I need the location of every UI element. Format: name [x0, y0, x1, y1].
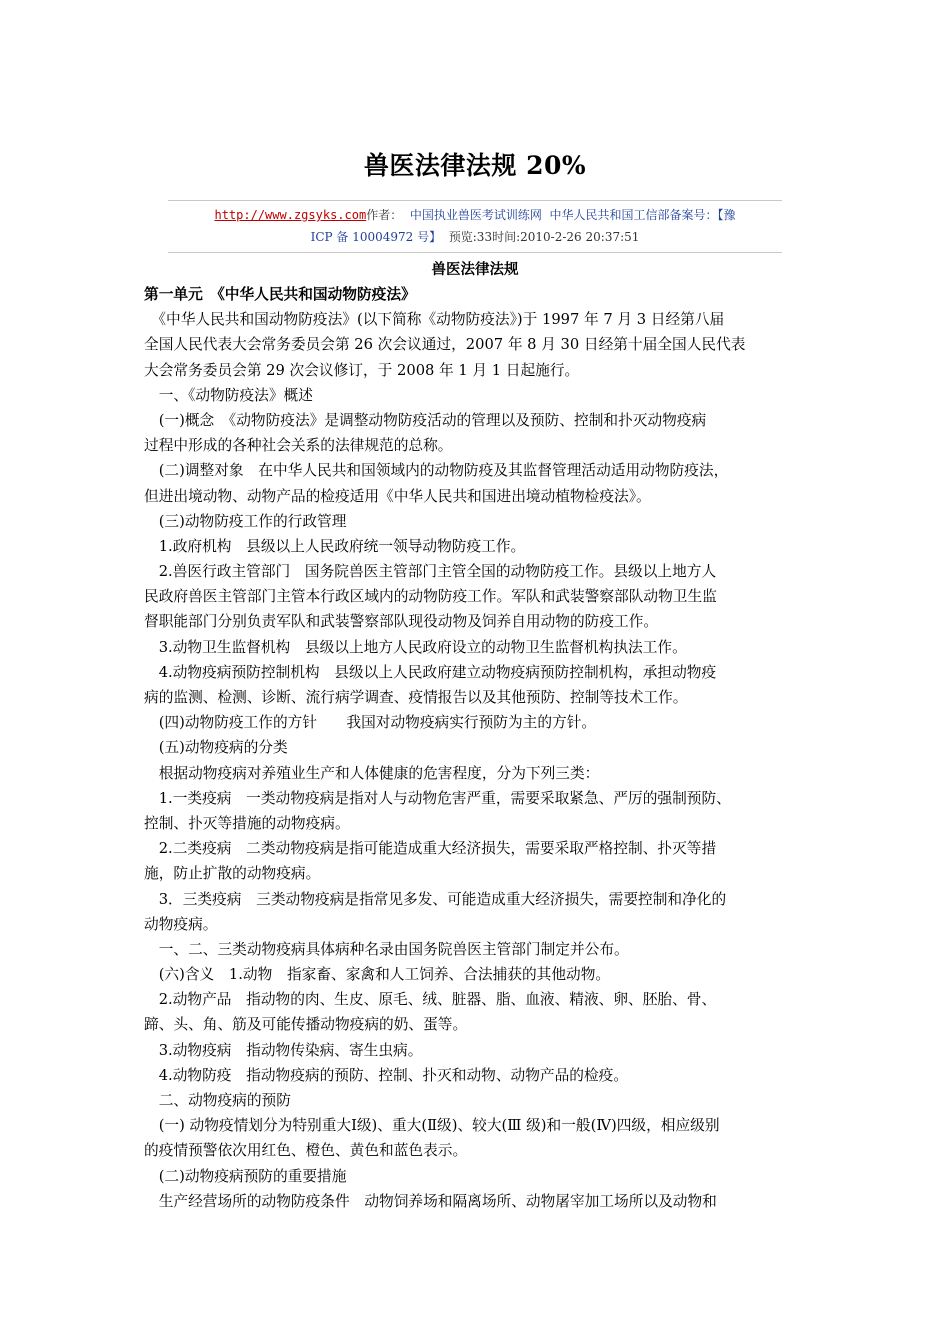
paragraph-line: (六)含义 1.动物 指家畜、家禽和人工饲养、合法捕获的其他动物。	[144, 966, 611, 984]
paragraph-line: (二)调整对象 在中华人民共和国领域内的动物防疫及其监督管理活动适用动物防疫法，	[144, 462, 729, 480]
paragraph-line: 3.动物卫生监督机构 县级以上地方人民政府设立的动物卫生监督机构执法工作。	[144, 638, 687, 656]
source-url-link[interactable]: http://www.zgsyks.com	[214, 208, 367, 222]
paragraph-line: (三)动物防疫工作的行政管理	[144, 512, 347, 530]
paragraph-line: 控制、扑灭等措施的动物疫病。	[144, 814, 350, 832]
document-body	[144, 282, 806, 1214]
paragraph-line: 但进出境动物、动物产品的检疫适用《中华人民共和国进出境动植物检疫法》。	[144, 487, 651, 505]
meta-line-1	[168, 204, 782, 226]
paragraph-line: 过程中形成的各种社会关系的法律规范的总称。	[144, 437, 453, 455]
paragraph-line: (一)概念 《动物防疫法》是调整动物防疫活动的管理以及预防、控制和扑灭动物疫病	[144, 411, 707, 429]
paragraph-line: 一、《动物防疫法》概述	[144, 386, 313, 404]
paragraph-line: 蹄、头、角、筋及可能传播动物疫病的奶、蛋等。	[144, 1016, 468, 1034]
paragraph-line: 督职能部门分别负责军队和武装警察部队现役动物及饲养自用动物的防疫工作。	[144, 613, 659, 631]
paragraph-line: 病的监测、检测、诊断、流行病学调查、疫情报告以及其他预防、控制等技术工作。	[144, 689, 688, 706]
paragraph-line: 2.兽医行政主管部门 国务院兽医主管部门主管全国的动物防疫工作。县级以上地方人	[144, 563, 717, 581]
view-count: 预览:33	[448, 230, 493, 244]
header-bottom-divider	[168, 252, 782, 253]
paragraph-line: 1.一类疫病 一类动物疫病是指对人与动物危害严重，需要采取紧急、严厉的强制预防、	[144, 789, 731, 807]
paragraph-line: 动物疫病。	[144, 915, 218, 933]
icp-prefix: 中华人民共和国工信部备案号：【豫	[549, 208, 736, 222]
paragraph-line: 大会常务委员会第 29 次会议修订，于 2008 年 1 月 1 日起施行。	[144, 361, 580, 379]
paragraph-line: 施，防止扩散的动物疫病。	[144, 865, 321, 883]
header-top-divider	[168, 200, 782, 201]
paragraph-line: 的疫情预警依次用红色、橙色、黄色和蓝色表示。	[144, 1142, 468, 1160]
author-label: 作者：	[366, 208, 403, 222]
section-heading: 第一单元 《中华人民共和国动物防疫法》	[144, 286, 416, 303]
paragraph-line: 《中华人民共和国动物防疫法》(以下简称《动物防疫法》)于 1997 年 7 月 3 日经第八届	[144, 311, 725, 329]
paragraph-line: 1.政府机构 县级以上人民政府统一领导动物防疫工作。	[144, 537, 526, 555]
paragraph-line: 全国人民代表大会常务委员会第 26 次会议通过，2007 年 8 月 30 日经第十届全国人民代表	[144, 336, 746, 354]
meta-line-2	[168, 226, 782, 248]
paragraph-line: 3．三类疫病 三类动物疫病是指常见多发、可能造成重大经济损失，需要控制和净化的	[144, 890, 727, 908]
publish-time: 时间:2010-2-26 20:37:51	[492, 230, 640, 244]
paragraph-line: 3.动物疫病 指动物传染病、寄生虫病。	[144, 1041, 423, 1059]
paragraph-line: 4.动物防疫 指动物疫病的预防、控制、扑灭和动物、动物产品的检疫。	[144, 1066, 629, 1084]
paragraph-line: (一) 动物疫情划分为特别重大Ⅰ级)、重大(Ⅱ级)、较大(Ⅲ 级)和一般(Ⅳ)四级，相应级别	[144, 1117, 720, 1135]
section-subtitle: 兽医法律法规	[431, 261, 519, 278]
paragraph-line: 2.二类疫病 二类动物疫病是指可能造成重大经济损失，需要采取严格控制、扑灭等措	[144, 840, 717, 858]
paragraph-line: (四)动物防疫工作的方针 我国对动物疫病实行预防为主的方针。	[144, 714, 597, 732]
icp-number: ICP 备 10004972 号】	[310, 230, 442, 244]
article-meta	[168, 204, 782, 248]
paragraph-line: 4.动物疫病预防控制机构 县级以上人民政府建立动物疫病预防控制机构，承担动物疫	[144, 663, 717, 681]
source-site-name: 中国执业兽医考试训练网	[409, 208, 542, 222]
paragraph-line: 根据动物疫病对养殖业生产和人体健康的危害程度，分为下列三类：	[144, 764, 600, 782]
paragraph-line: 2.动物产品 指动物的肉、生皮、原毛、绒、脏器、脂、血液、精液、卵、胚胎、骨、	[144, 991, 717, 1009]
document-title: 兽医法律法规 20%	[363, 151, 587, 180]
paragraph-line: 一、二、三类动物疫病具体病种名录由国务院兽医主管部门制定并公布。	[144, 940, 629, 958]
paragraph-line: 二、动物疫病的预防	[144, 1092, 291, 1109]
paragraph-line: 生产经营场所的动物防疫条件 动物饲养场和隔离场所、动物屠宰加工场所以及动物和	[144, 1192, 717, 1210]
paragraph-line: 民政府兽医主管部门主管本行政区域内的动物防疫工作。军队和武装警察部队动物卫生监	[144, 588, 717, 606]
paragraph-line: (五)动物疫病的分类	[144, 739, 288, 757]
paragraph-line: (二)动物疫病预防的重要措施	[144, 1167, 347, 1185]
